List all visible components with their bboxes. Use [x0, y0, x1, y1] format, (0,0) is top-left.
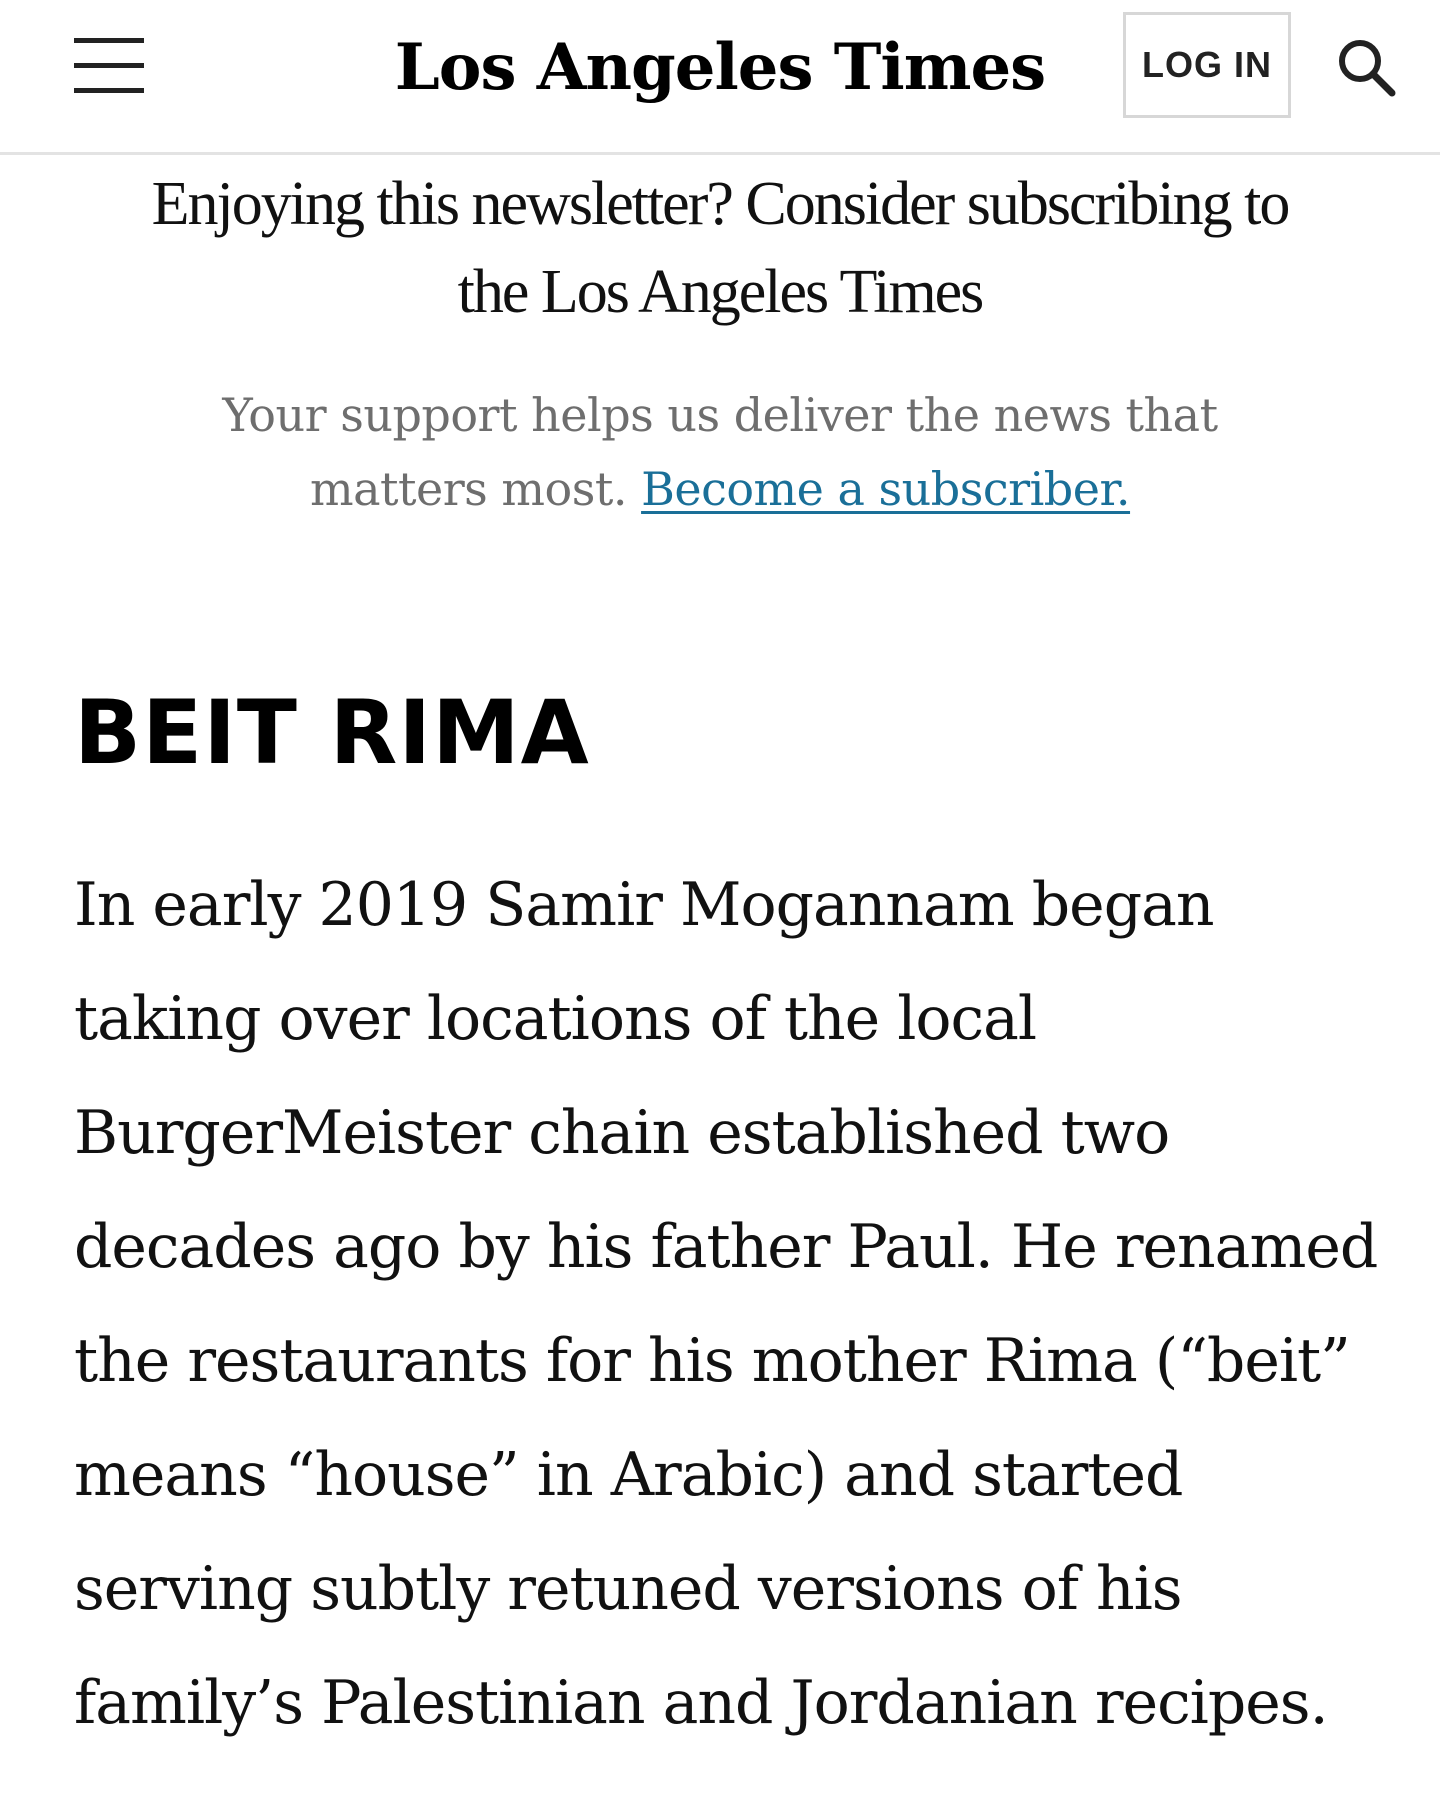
site-logo[interactable] — [394, 22, 1046, 112]
become-subscriber-link[interactable]: Become a subscriber. — [641, 462, 1131, 516]
article-paragraph: In early 2019 Samir Mogannam began taking over locations of the local BurgerMeister chain established two decades ago by his father Paul. He renamed the restaurants for his mother Rima (“beit” means “house” in Arabic) and started serving subtly retuned versions of his family’s Palestinian and Jordanian recipes. — [74, 870, 1378, 1738]
search-icon[interactable] — [1335, 36, 1397, 98]
section-heading: BEIT RIMA — [74, 681, 590, 784]
promo-title: Enjoying this newsletter? Consider subscribing to the Los Angeles Times — [151, 170, 1289, 326]
log-in-button[interactable]: LOG IN — [1123, 12, 1291, 118]
promo-subtext — [140, 378, 1300, 526]
promo-body-text: Your support helps us deliver the news that matters most. — [222, 388, 1218, 516]
hamburger-menu-icon[interactable] — [74, 38, 144, 94]
site-header — [0, 0, 1440, 155]
site-logo-text: Los Angeles Times — [394, 29, 1046, 105]
